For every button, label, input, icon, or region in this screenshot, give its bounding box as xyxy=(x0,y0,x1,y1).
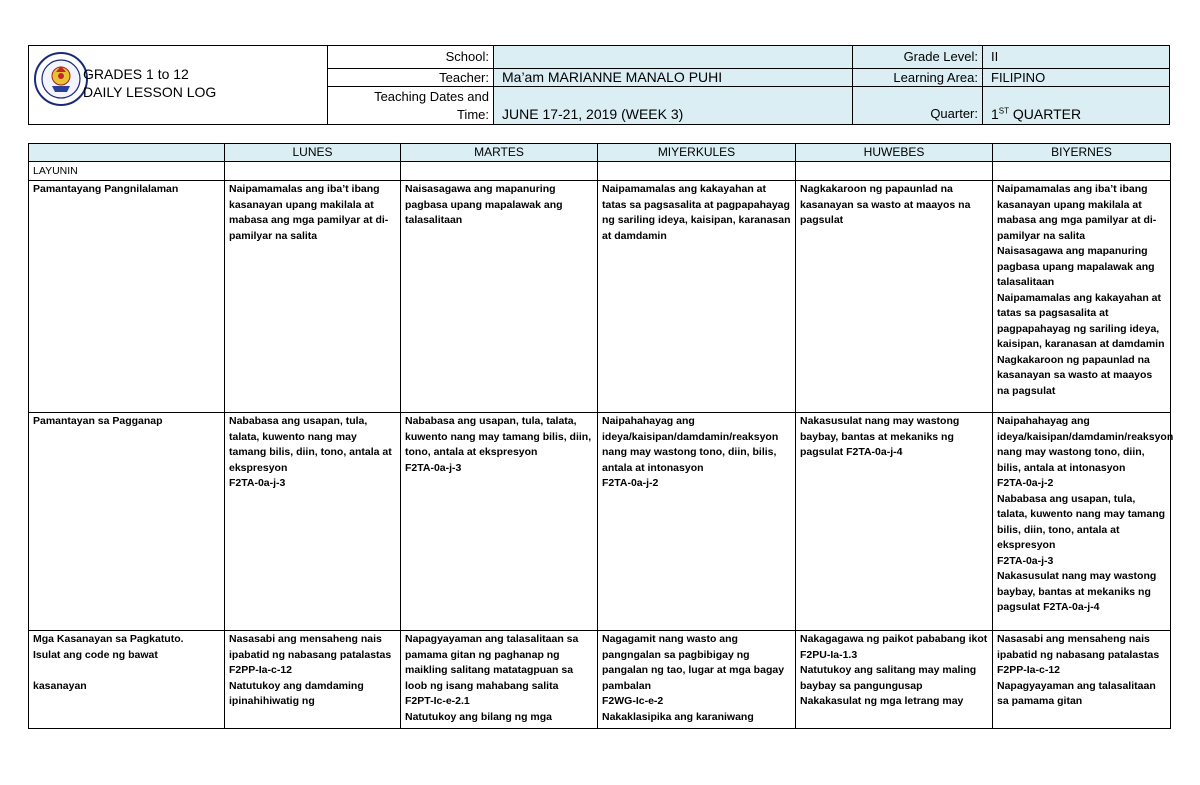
cell-text: Nagagamit nang wasto ang pangngalan sa pagbibigay ng pangalan ng tao, lugar at mga bagay pambalan xyxy=(602,633,785,692)
cell-text: Nasasabi ang mensaheng nais ipabatid ng nabasang patalastas xyxy=(997,633,1160,661)
cell-text: Nasasabi ang mensaheng nais ipabatid ng nabasang patalastas xyxy=(229,633,392,661)
cell-text: Naipamamalas ang iba’t ibang kasanayan upang makilala at mabasa ang mga pamilyar at di-pamilyar na salita xyxy=(229,183,389,242)
day-header-miyerkules: MIYERKULES xyxy=(598,144,796,162)
cell-code: F2PT-Ic-e-2.1 xyxy=(405,695,470,707)
cell-huwebes xyxy=(796,631,993,729)
table-row-pamantayan-sa-pagganap xyxy=(29,413,1171,631)
quarter-value xyxy=(982,87,1169,124)
empty-cell xyxy=(401,162,598,181)
cell-lunes xyxy=(225,413,401,631)
cell-biyernes xyxy=(993,181,1171,413)
teaching-dates-label xyxy=(327,87,493,124)
cell-miyerkules xyxy=(598,631,796,729)
cell-huwebes xyxy=(796,181,993,413)
cell-text: Natutukoy ang damdaming ipinahihiwatig ng xyxy=(229,679,364,707)
cell-martes xyxy=(401,631,598,729)
school-label: School: xyxy=(327,46,493,69)
cell-code: F2TA-0a-j-2 xyxy=(997,477,1054,489)
cell-text: Natutukoy ang bilang ng mga xyxy=(405,710,553,723)
empty-cell xyxy=(796,162,993,181)
cell-text: Nababasa ang usapan, tula, talata, kuwento nang may tamang bilis, diin, tono, antala at ekspresyon xyxy=(997,492,1166,551)
cell-lunes xyxy=(225,181,401,413)
lesson-log-header xyxy=(28,45,1170,125)
cell-text: Naipahahayag ang ideya/kaisipan/damdamin/reaksyon nang may wastong tono, diin, bilis, antala at intonasyon xyxy=(997,415,1174,474)
teaching-dates-value: JUNE 17-21, 2019 (WEEK 3) xyxy=(493,87,852,124)
quarter-label: Quarter: xyxy=(852,87,982,124)
quarter-text: QUARTER xyxy=(1009,106,1082,122)
deped-seal-icon xyxy=(34,52,88,106)
empty-cell xyxy=(993,162,1171,181)
teacher-value: Ma’am MARIANNE MANALO PUHI xyxy=(493,69,852,87)
cell-text: Nakagagawa ng paikot pababang ikot xyxy=(800,633,988,645)
empty-cell xyxy=(598,162,796,181)
cell-code: F2PU-Ia-1.3 xyxy=(800,648,858,661)
row-label xyxy=(29,631,225,729)
day-header-lunes: LUNES xyxy=(225,144,401,162)
cell-text: Nakaklasipika ang karaniwang xyxy=(602,710,754,723)
cell-code: F2TA-0a-j-3 xyxy=(229,477,286,489)
cell-huwebes xyxy=(796,413,993,631)
day-header-row xyxy=(29,144,1171,162)
learning-area-value: FILIPINO xyxy=(982,69,1169,87)
row-label-line: Isulat ang code ng bawat xyxy=(33,648,158,661)
cell-biyernes xyxy=(993,631,1171,729)
cell-text: Napagyayaman ang talasalitaan sa pamama gitan ng paghanap ng maikling salitang matatagpuan sa loob ng isang mahabang salita xyxy=(405,633,579,692)
cell-text: Natutukoy ang salitang may maling baybay sa pangungusap xyxy=(800,664,977,692)
cell-text: Naisasagawa ang mapanuring pagbasa upang mapalawak ang talasalitaan xyxy=(405,183,563,226)
cell-text: Naipamamalas ang kakayahan at tatas sa pagsasalita at pagpapahayag ng sariling ideya, kaisipan, karanasan at damdamin xyxy=(997,291,1165,350)
teacher-label: Teacher: xyxy=(327,69,493,87)
cell-text: Nakasusulat nang may wastong baybay, bantas at mekaniks ng pagsulat F2TA-0a-j-4 xyxy=(997,570,1157,613)
header-title-line1: GRADES 1 to 12 xyxy=(83,66,189,82)
table-row-mga-kasanayan xyxy=(29,631,1171,729)
row-label: Pamantayang Pangnilalaman xyxy=(29,181,225,413)
cell-lunes xyxy=(225,631,401,729)
cell-code: F2TA-0a-j-3 xyxy=(405,461,462,474)
cell-miyerkules xyxy=(598,413,796,631)
cell-text: Napagyayaman ang talasalitaan sa pamama gitan xyxy=(997,679,1156,707)
table-row-pamantayang-pangnilalaman xyxy=(29,181,1171,413)
cell-martes xyxy=(401,413,598,631)
cell-code: F2PP-Ia-c-12 xyxy=(997,664,1061,676)
cell-text: Nakasusulat nang may wastong baybay, bantas at mekaniks ng pagsulat F2TA-0a-j-4 xyxy=(800,415,960,458)
teaching-dates-label-line2: Time: xyxy=(456,107,489,122)
grade-level-value: II xyxy=(982,46,1169,69)
corner-cell xyxy=(29,144,225,162)
row-label-line: Mga Kasanayan sa Pagkatuto. xyxy=(33,633,184,645)
cell-text: Nababasa ang usapan, tula, talata, kuwento nang may tamang bilis, diin, tono, antala at ekspresyon xyxy=(405,415,592,458)
cell-text: Naipamamalas ang iba’t ibang kasanayan upang makilala at mabasa ang mga pamilyar at di-pamilyar na salita xyxy=(997,183,1157,242)
section-layunin: LAYUNIN xyxy=(29,162,225,181)
cell-text: Nagkakaroon ng papaunlad na kasanayan sa wasto at maayos na pagsulat xyxy=(800,183,971,226)
cell-text: Nakakasulat ng mga letrang may xyxy=(800,695,964,707)
section-row xyxy=(29,162,1171,181)
cell-text: Naipamamalas ang kakayahan at tatas sa pagsasalita at pagpapahayag ng sariling ideya, kaisipan, karanasan at damdamin xyxy=(602,183,791,242)
header-title-line2: DAILY LESSON LOG xyxy=(83,84,217,100)
empty-cell xyxy=(225,162,401,181)
day-header-martes: MARTES xyxy=(401,144,598,162)
row-label: Pamantayan sa Pagganap xyxy=(29,413,225,631)
grade-level-label: Grade Level: xyxy=(852,46,982,69)
teaching-dates-label-line1: Teaching Dates and xyxy=(374,89,489,104)
cell-text: Naipahahayag ang ideya/kaisipan/damdamin/reaksyon nang may wastong tono, diin, bilis, antala at intonasyon xyxy=(602,415,779,474)
row-label-line xyxy=(33,663,220,679)
cell-miyerkules xyxy=(598,181,796,413)
cell-text: Nababasa ang usapan, tula, talata, kuwento nang may tamang bilis, diin, tono, antala at ekspresyon xyxy=(229,415,392,474)
learning-area-label: Learning Area: xyxy=(852,69,982,87)
cell-biyernes xyxy=(993,413,1174,631)
row-label-line: kasanayan xyxy=(33,679,87,692)
cell-text: Nagkakaroon ng papaunlad na kasanayan sa wasto at maayos na pagsulat xyxy=(997,353,1153,397)
cell-code: F2WG-Ic-e-2 xyxy=(602,695,664,707)
quarter-number: 1 xyxy=(991,106,999,122)
cell-code: F2PP-Ia-c-12 xyxy=(229,664,293,676)
school-value xyxy=(493,46,852,69)
cell-text: Naisasagawa ang mapanuring pagbasa upang mapalawak ang talasalitaan xyxy=(997,245,1155,288)
lesson-log-table xyxy=(28,143,1174,729)
cell-martes xyxy=(401,181,598,413)
day-header-huwebes: HUWEBES xyxy=(796,144,993,162)
day-header-biyernes: BIYERNES xyxy=(993,144,1171,162)
cell-code: F2TA-0a-j-2 xyxy=(602,477,659,489)
cell-code: F2TA-0a-j-3 xyxy=(997,554,1054,567)
quarter-superscript: ST xyxy=(998,106,1010,116)
